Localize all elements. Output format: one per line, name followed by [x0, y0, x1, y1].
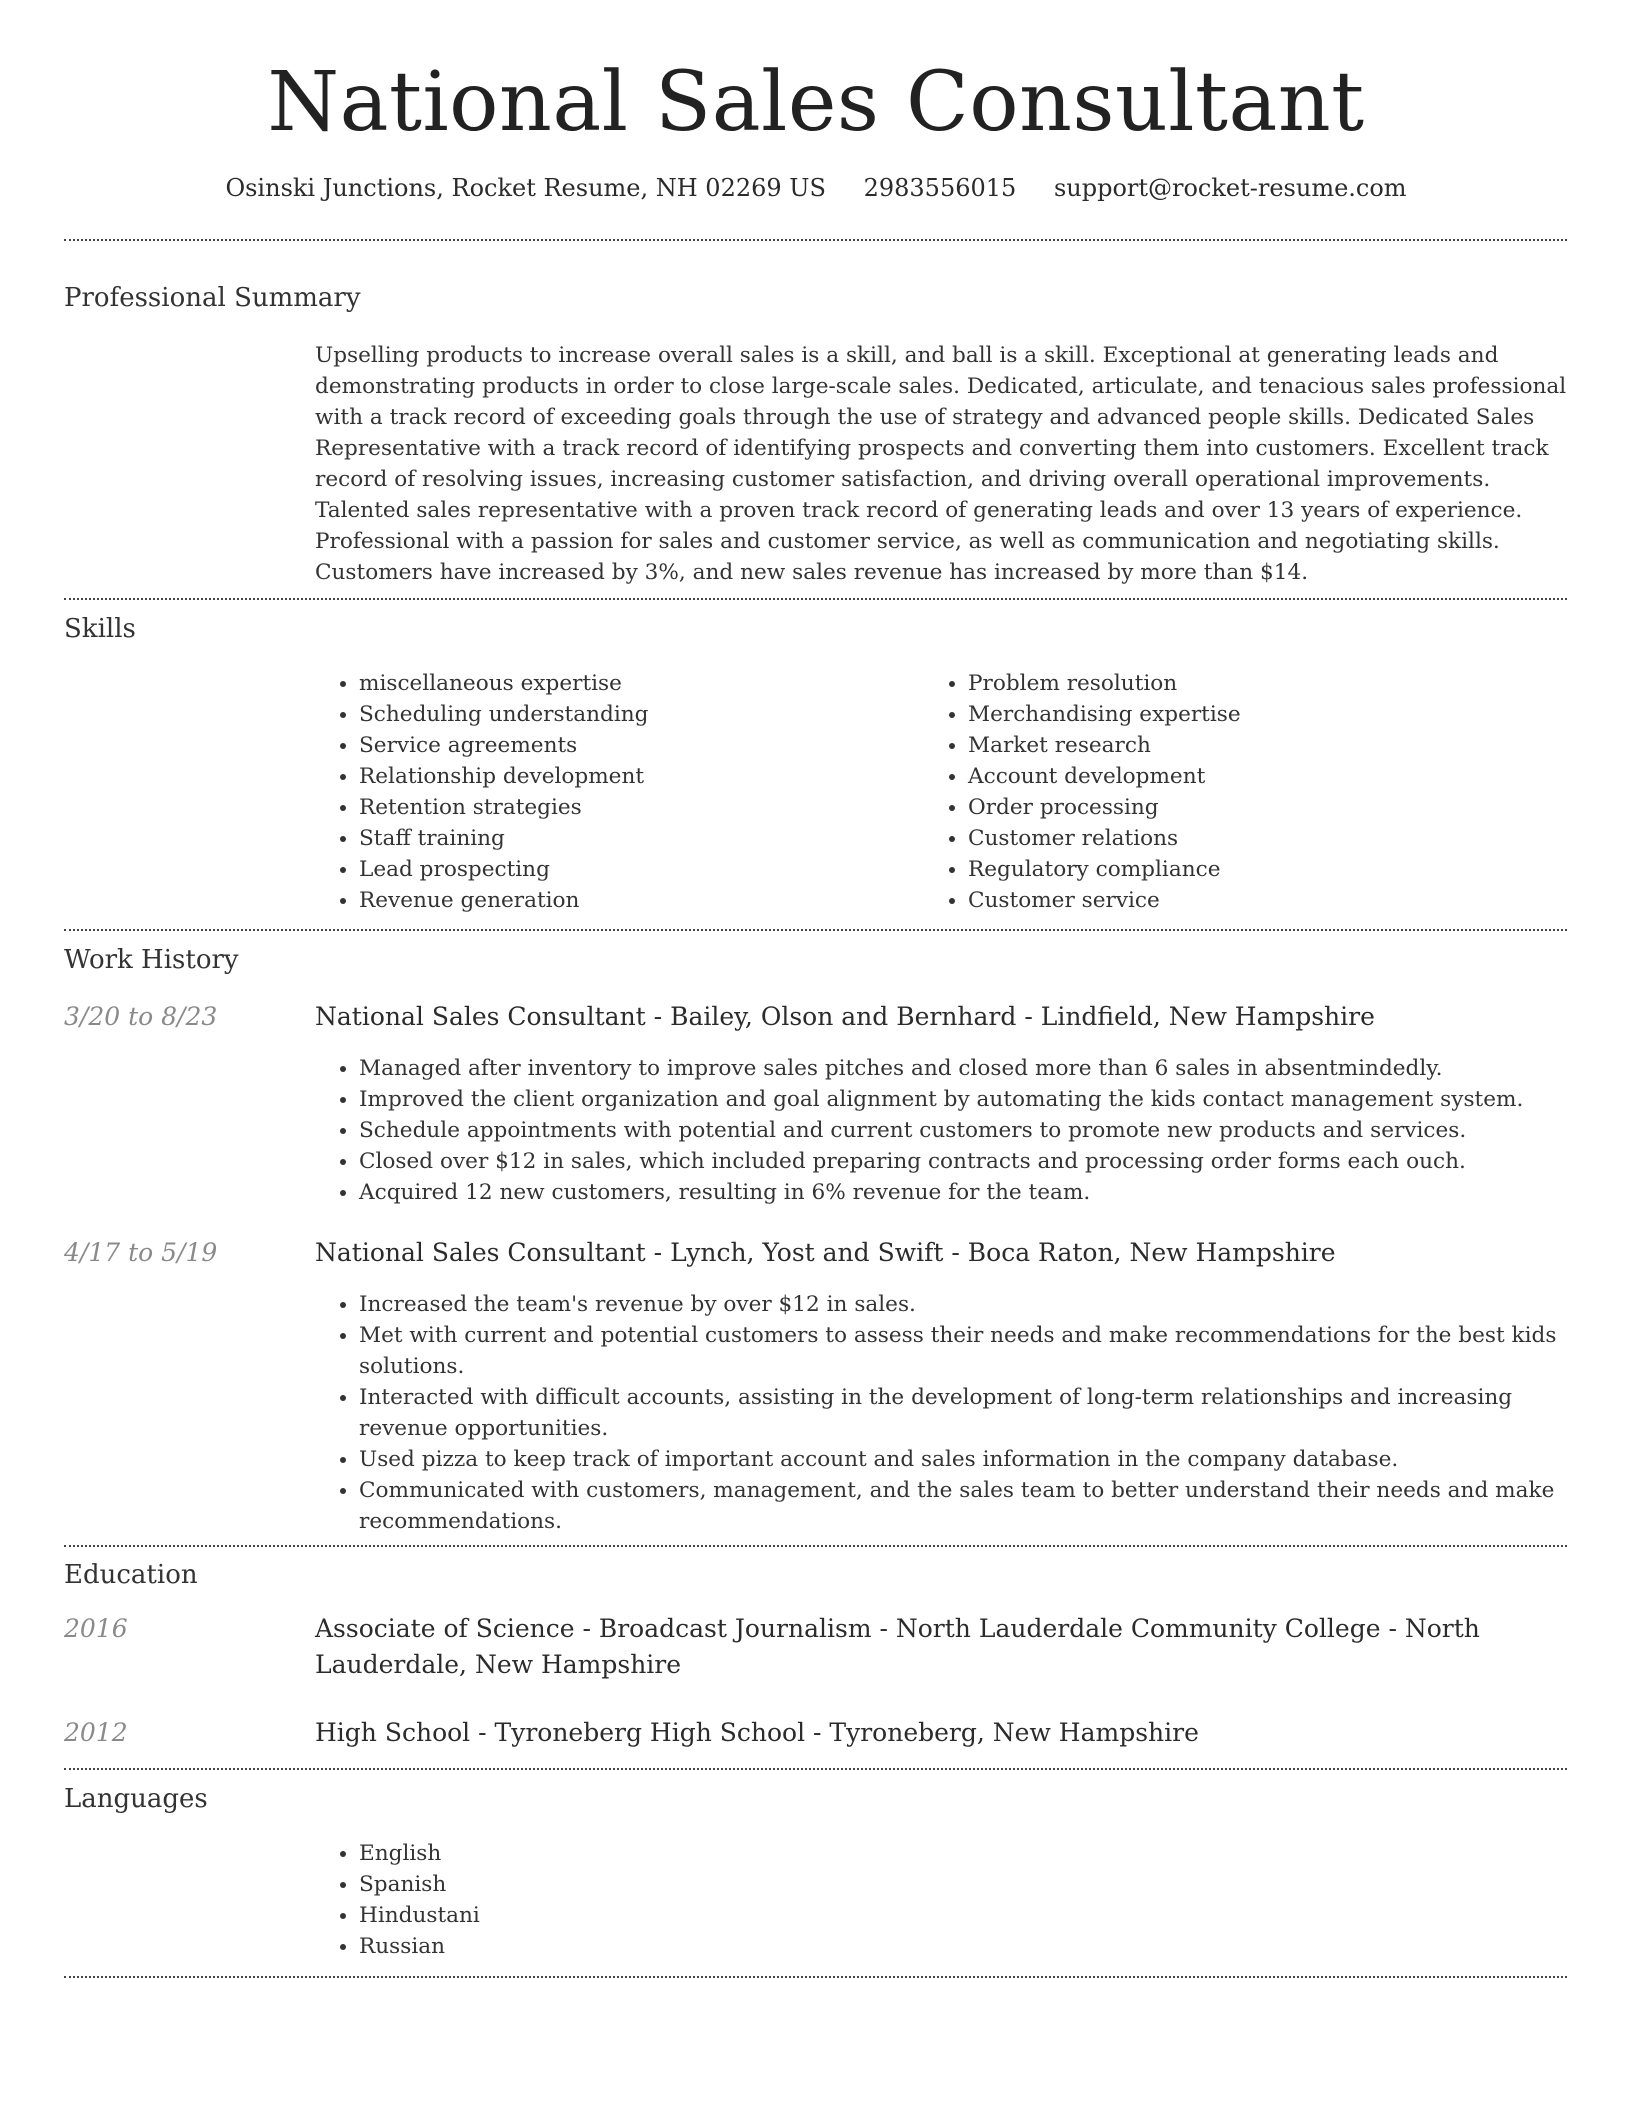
skill-item: • Market research [968, 730, 1568, 761]
skill-item: • Customer relations [968, 823, 1568, 854]
job-bullet: • Acquired 12 new customers, resulting in 6% revenue for the team. [359, 1177, 1567, 1208]
languages-list [315, 1838, 959, 1962]
education-year: 2016 [64, 1614, 128, 1643]
skill-item: • Retention strategies [359, 792, 919, 823]
section-title-summary: Professional Summary [64, 283, 361, 313]
job-heading: National Sales Consultant - Bailey, Olson and Bernhard - Lindfield, New Hampshire [315, 1002, 1375, 1031]
section-title-work-history: Work History [64, 945, 239, 975]
skill-item: • Scheduling understanding [359, 699, 919, 730]
job-bullet: • Closed over $12 in sales, which included preparing contracts and processing order forms each ouch. [359, 1146, 1567, 1177]
skill-item: • Order processing [968, 792, 1568, 823]
education-heading: Associate of Science - Broadcast Journalism - North Lauderdale Community College - North Lauderdale, New Hampshire [315, 1614, 1480, 1679]
skill-item: • Revenue generation [359, 885, 919, 916]
skill-item: • Regulatory compliance [968, 854, 1568, 885]
job-bullet: • Increased the team's revenue by over $12 in sales. [359, 1289, 1567, 1320]
job-bullet: • Used pizza to keep track of important account and sales information in the company database. [359, 1444, 1567, 1475]
section-title-skills: Skills [64, 614, 136, 644]
job-dates: 3/20 to 8/23 [64, 1002, 218, 1031]
section-title-education: Education [64, 1560, 198, 1590]
candidate-name: National Sales Consultant [267, 55, 1365, 150]
job-bullet: • Managed after inventory to improve sales pitches and closed more than 6 sales in absentmindedly. [359, 1053, 1567, 1084]
divider [64, 1545, 1567, 1547]
skill-item: • Customer service [968, 885, 1568, 916]
job-bullets [315, 1289, 1567, 1537]
divider [64, 1768, 1567, 1770]
divider [64, 929, 1567, 931]
divider [64, 598, 1567, 600]
contact-phone: 2983556015 [863, 174, 1017, 202]
summary-text: Upselling products to increase overall sales is a skill, and ball is a skill. Exceptional at generating leads and demonstrating products in order to close large-scale sales. Dedicated, articulate, and tenacious sales professional with a track record of exceeding goals through the use of strategy and advanced people skills. Dedicated Sales Representative with a track record of identifying prospects and converting them into customers. Excellent track record of resolving issues, increasing customer satisfaction, and driving overall operational improvements. Talented sales representative with a proven track record of generating leads and over 13 years of experience. Professional with a passion for sales and customer service, as well as communication and negotiating skills. Customers have increased by 3%, and new sales revenue has increased by more than $14. [315, 343, 1567, 585]
divider [64, 239, 1567, 241]
skill-item: • Lead prospecting [359, 854, 919, 885]
language-item: • Hindustani [359, 1900, 959, 1931]
skill-item: • Problem resolution [968, 668, 1568, 699]
skill-item: • Service agreements [359, 730, 919, 761]
language-item: • Spanish [359, 1869, 959, 1900]
job-heading: National Sales Consultant - Lynch, Yost and Swift - Boca Raton, New Hampshire [315, 1238, 1336, 1267]
divider [64, 1976, 1567, 1978]
education-year: 2012 [64, 1718, 128, 1747]
section-title-languages: Languages [64, 1784, 208, 1814]
job-bullet: • Communicated with customers, management, and the sales team to better understand their needs and make recommendations. [359, 1475, 1567, 1537]
skill-item: • miscellaneous expertise [359, 668, 919, 699]
language-item: • English [359, 1838, 959, 1869]
contact-address: Osinski Junctions, Rocket Resume, NH 02269 US [225, 174, 826, 202]
job-dates: 4/17 to 5/19 [64, 1238, 218, 1267]
contact-email: support@rocket-resume.com [1053, 174, 1407, 202]
job-bullet: • Interacted with difficult accounts, assisting in the development of long-term relationships and increasing revenue opportunities. [359, 1382, 1567, 1444]
job-bullet: • Schedule appointments with potential and current customers to promote new products and services. [359, 1115, 1567, 1146]
education-heading: High School - Tyroneberg High School - Tyroneberg, New Hampshire [315, 1718, 1199, 1747]
contact-line [0, 168, 1632, 208]
job-bullet: • Improved the client organization and goal alignment by automating the kids contact management system. [359, 1084, 1567, 1115]
language-item: • Russian [359, 1931, 959, 1962]
job-bullet: • Met with current and potential customers to assess their needs and make recommendations for the best kids solutions. [359, 1320, 1567, 1382]
skill-item: • Account development [968, 761, 1568, 792]
skill-item: • Merchandising expertise [968, 699, 1568, 730]
job-bullets [315, 1053, 1567, 1208]
skill-item: • Relationship development [359, 761, 919, 792]
skills-list-right [924, 668, 1568, 916]
skill-item: • Staff training [359, 823, 919, 854]
skills-list-left [315, 668, 919, 916]
